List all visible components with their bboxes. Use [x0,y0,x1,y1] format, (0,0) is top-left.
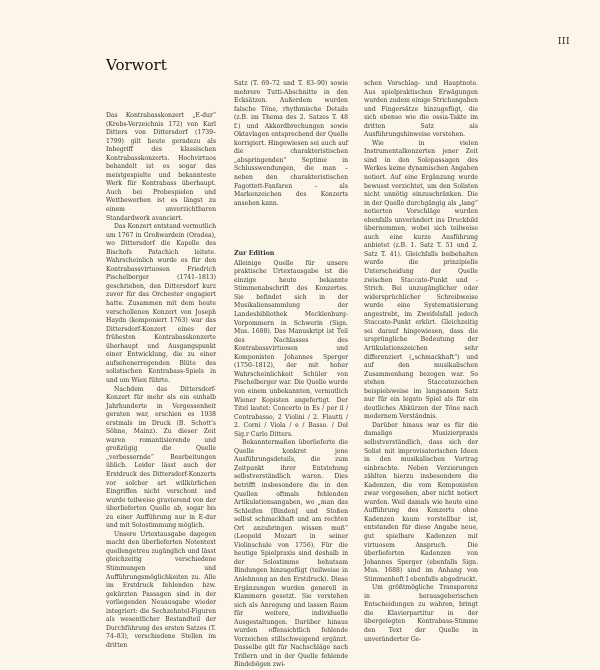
paragraph: Das Kontrabasskonzert „E-dur“ (Krebs-Verzeichnis 172) von Karl Ditters von Dittersdorf (1739–1799) gilt heute geradezu als Inbegriff des klassischen Kontrabasskonzerts. Hochvirtuos behandelt ist es sogar das meistgespielte und bekannteste Werk für Kontrabass überhaupt. Auch bei Probespielen und Wettbewerben ist es längst zu einem unverzichtbaren Standardwerk avanciert. [106,112,216,222]
section-gap [234,208,348,250]
page-title: Vorwort [106,56,167,74]
paragraph: Das Konzert entstand vermutlich um 1767 in Großwardein (Oradea), wo Dittersdorf die Kapelle des Bischofs Patachich leitete. Wahrscheinlich wurde es für den Kontrabassvirtuosen Friedrich Pischelberger (1741–1813) geschrieben, den Dittersdorf kurz zuvor für das Orchester engagiert hatte. Zusammen mit dem heute verschollenen Konzert von Joseph Haydn (komponiert 1763) war das Dittersdorf-Konzert eines der frühesten Kontrabasskonzerte überhaupt und Ausgangspunkt einer Entwicklung, die zu einer aufsehenerregenden Blüte des solistischen Kontrabass-Spiels in und um Wien führte. [106,223,216,384]
paragraph: Um größtmögliche Transparenz in herausgeberischen Entscheidungen zu wahren, bringt die Klavierpartitur in der übergelegten Kontrabass-Stimme den Text der Quelle in unveränderter Ge- [364,584,478,643]
paragraph: Darüber hinaus war es für die damalige Musizierpraxis selbstverständlich, dass sich der Solist mit improvisatorischen Ideen in den musikalischen Vortrag einbrachte. Neben Verzierungen zählten hierzu insbesondere die Kadenzen, die vom Komponisten zwar vorgesehen, aber nicht notiert wurden. Weil damals wie heute eine Aufführung des Konzerts ohne Kadenzen kaum vorstellbar ist, entstanden für diese Angabe neue, gut spielbare Kadenzen mit virtuosem Anspruch. Die überlieferten Kadenzen von Johannes Sperger (ebenfalls Sign. Mus. 1688) sind im Anhang von Stimmenheft I ebenfalls abgedruckt. [364,421,478,583]
section-heading-edition: Zur Edition [234,250,275,258]
paragraph: Wie in vielen Instrumentalkonzerten jener Zeit sind in den Solopassagen des Werkes keine dynamischen Angaben notiert. Auf eine Ergänzung wurde bewusst verzichtet, um den Solisten nicht unnötig einzuschränken. Die in der Quelle durchgängig als „lang“ notierten Vorschläge wurden ebenfalls unverändert ins Druckbild übernommen, wobei sich teilweise auch eine kurze Ausführung anbietet (z.B. 1. Satz T. 51 und 2. Satz T. 41). Gleichfalls beibehalten wurde die prinzipielle Unterscheidung der Quelle zwischen Staccato-Punkt und -Strich. Bei unzugänglicher oder widersprüchlicher Schreibweise wurde eine Systematisierung angestrebt, im Zweifelsfall jedoch Staccato-Punkt erkürt. Gleichzeitig sei darauf hingewiesen, dass die ursprüngliche Bedeutung der Artikulationszeichen sehr differenziert („schmackhaft“) und auf den musikalischen Zusammenhang bezogen war. So stehen Staccatozeichen beispielsweise im langsamen Satz nur für ein legato Spiel als für ein deutliches Abkürzen der Töne nach modernem Verständnis. [364,139,478,421]
paragraph: schen Vorschlag- und Hauptnote. Aus spielpraktischen Erwägungen wurden zudem einige Strichangaben und Fingersätze hinzugefügt, die sich ebenso wie die ossia-Takte im dritten Satz als Ausführungshinweise verstehen. [364,80,478,139]
page-number: III [557,37,570,47]
paragraph: Unsere Urtextausgabe dagegen macht den überlieferten Notentext quellengetreu zugänglich und lässt gleichzeitig verschiedene Stimmungen und Aufführungsmöglichkeiten zu. Alle im Erstdruck fehlenden bzw. gekürzten Passagen sind in der vorliegenden Neuausgabe wieder integriert: die Sechzehntel-Figuren als wesentlicher Bestandteil der Durchführung des ersten Satzes (T. 74–83), verschiedene Stellen im dritten [106,530,216,649]
paragraph: Alleinige Quelle für unsere praktische Urtextausgabe ist die einzige heute bekannte Stimmenabschrift des Konzertes. Sie befindet sich in der Musikaliensammlung der Landesbibliothek Mecklenburg-Vorpommern in Schwerin (Sign. Mus. 1688). Das Manuskript ist Teil des Nachlasses des Kontrabassvirtuosen und Komponisten Johannes Sperger (1750–1812), der mit hoher Wahrscheinlichkeit Schüler von Pischelberger war. Die Quelle wurde von einem unbekannten, vermutlich Wiener Kopisten angefertigt. Der Titel lautet: Concerto in Es / per il / Contrabasso, 2 Violini / 2. Flautti / 2. Corni / Viola / e / Basso. / Del Sig.r Carlo Ditters. [234,259,348,438]
text-column-1 [106,112,217,649]
paragraph: Bekanntermaßen überlieferte die Quelle konkret jene Ausführungsdetails, die zum Zeitpunkt ihrer Entstehung selbstverständlich waren. Dies betrifft insbesondere die in den Quellen oftmals fehlenden Artikulationsangaben, wo „man das Schleifen [Binden] und Stoßen selbst schmackhaft und am rechten Ort anzubringen wissen muß“ (Leopold Mozart in seiner Violinschule von 1756). Für die heutige Spielpraxis sind deshalb in der Solostimme behutsam Bindungen hinzugefügt (teilweise in Anlehnung an den Erstdruck). Diese Ergänzungen wurden generell in Klammern gesetzt. Sie verstehen sich als Anregung und lassen Raum für weitere, individuelle Ausgestaltungen. Darüber hinaus wurden offensichtlich fehlende Vorzeichen stillschweigend ergänzt. Dasselbe gilt für Nachschläge nach Trillern und in der Quelle fehlende Bindebögen zwi- [234,439,348,669]
text-column-3 [364,80,478,643]
text-column-2 [234,80,348,669]
paragraph: Satz (T. 69–72 und T. 83–90) sowie mehrere Tutti-Abschnitte in den Ecksätzen. Außerdem wurden falsche Töne, rhythmische Details (z.B. im Thema des 2. Satzes T. 48 f.) und Akkordbrechungen sowie Oktavlagen entsprechend der Quelle korrigiert. Hingewiesen sei auch auf die charakteristischen „abspringenden“ Septime in Schlusswendungen, die man – neben den charakteristischen Fagottett-Fanfaren – als Markenzeichen des Konzerts ansehen kann. [234,80,348,207]
paragraph: Nachdem das Dittersdorf-Konzert für mehr als ein einhalb Jahrhunderte in Vergessenheit geraten war, erschien es 1938 erstmals im Druck (B. Schott's Söhne, Mainz). Zu dieser Zeit waren romantisierende und großzügig die Quelle „verbessernde“ Bearbeitungen üblich. Leider lässt auch der Erstdruck des Dittersdorf-Konzerts vor solcher art willkürlichen Eingriffen nicht verschont und wurde teilweise gravierend von der überlieferten Quelle ab, sogar bis zu einer Aufführung nur in E-dur und mit Solostimmung möglich. [106,385,217,530]
